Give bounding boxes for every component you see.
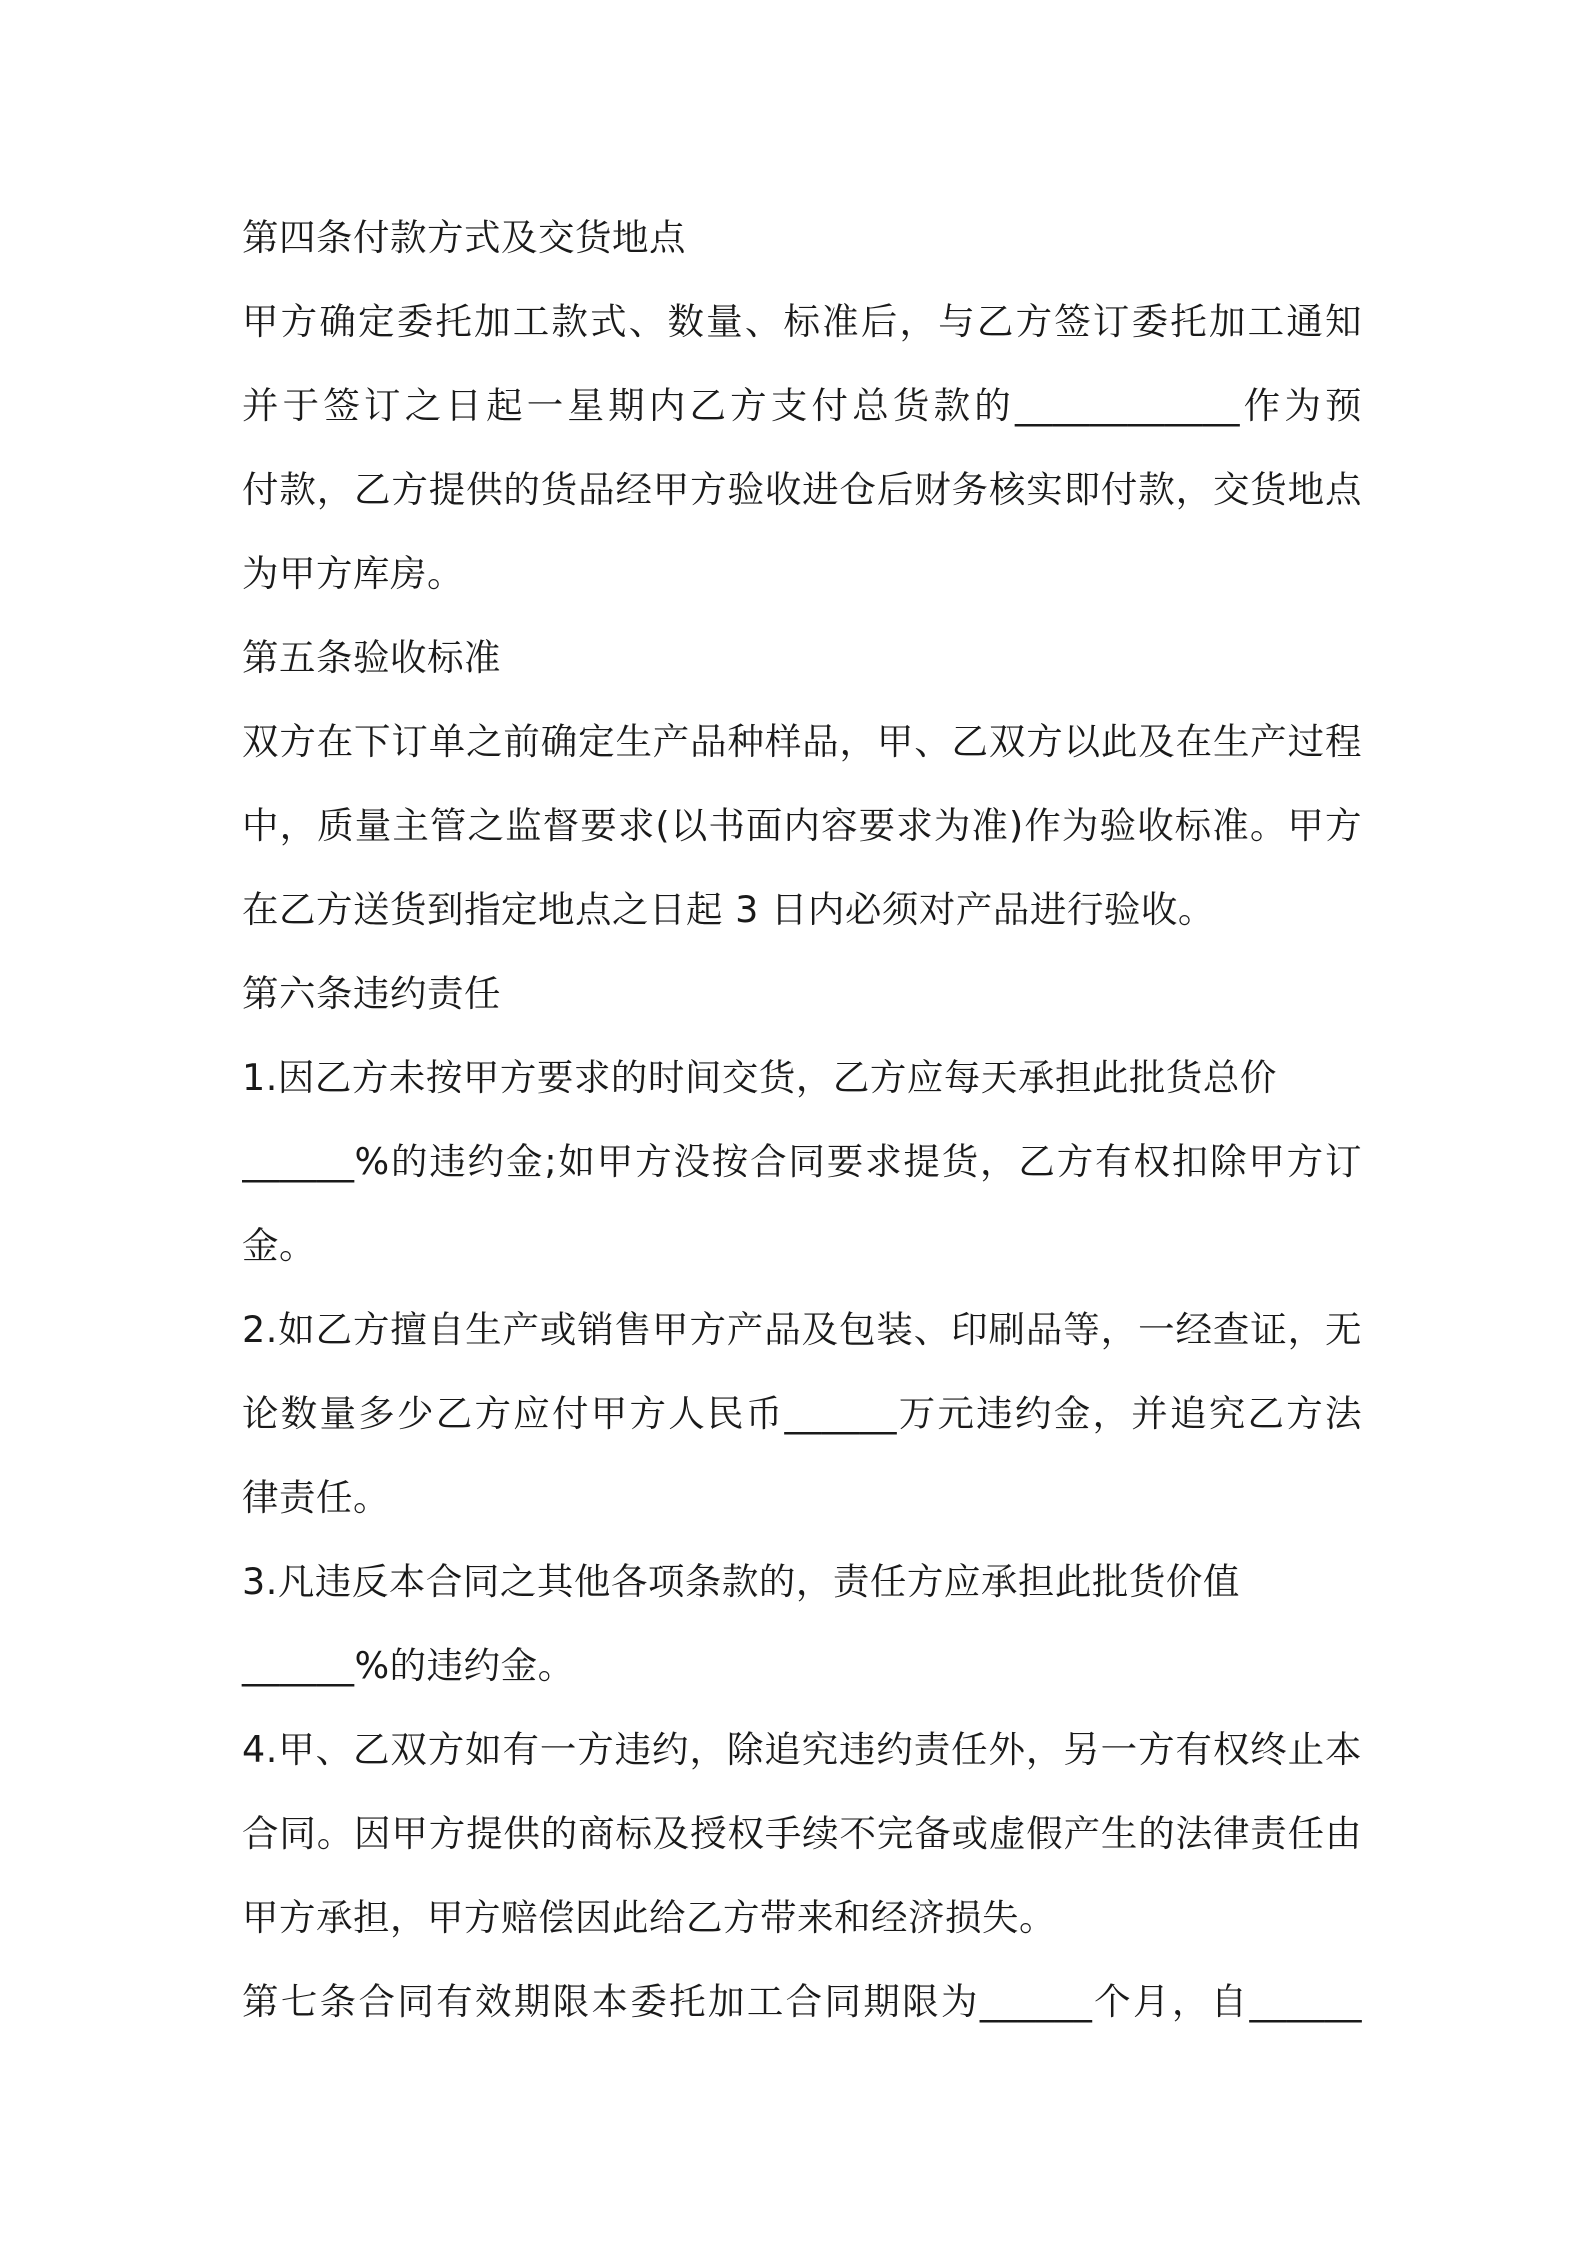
paragraph-line: 为甲方库房。 [242,552,464,595]
heading-article-7: 第七条合同有效期限本委托加工合同期限为______个月，自______ [242,1980,1362,2023]
paragraph-line: 并于签订之日起一星期内乙方支付总货款的____________作为预 [242,384,1362,427]
clause-4-line: 合同。因甲方提供的商标及授权手续不完备或虚假产生的法律责任由 [242,1812,1362,1855]
clause-4-line: 甲方承担，甲方赔偿因此给乙方带来和经济损失。 [242,1896,1056,1939]
paragraph-line: 付款，乙方提供的货品经甲方验收进仓后财务核实即付款，交货地点 [242,468,1362,511]
document-page [242,196,1362,2044]
clause-1-line: 金。 [242,1224,316,1267]
clause-2-line: 2.如乙方擅自生产或销售甲方产品及包装、印刷品等，一经查证，无 [242,1308,1362,1351]
paragraph-line: 中，质量主管之监督要求(以书面内容要求为准)作为验收标准。甲方 [242,804,1362,847]
heading-article-5: 第五条验收标准 [242,636,501,679]
clause-2-line: 论数量多少乙方应付甲方人民币______万元违约金，并追究乙方法 [242,1392,1362,1435]
heading-article-6: 第六条违约责任 [242,972,501,1015]
clause-4-line: 4.甲、乙双方如有一方违约，除追究违约责任外，另一方有权终止本 [242,1728,1362,1771]
clause-1-line: ______%的违约金;如甲方没按合同要求提货，乙方有权扣除甲方订 [242,1140,1362,1183]
heading-article-4: 第四条付款方式及交货地点 [242,216,686,259]
paragraph-line: 在乙方送货到指定地点之日起 3 日内必须对产品进行验收。 [242,888,1215,931]
clause-3-line: ______%的违约金。 [242,1644,575,1687]
paragraph-line: 甲方确定委托加工款式、数量、标准后，与乙方签订委托加工通知 [242,300,1362,343]
clause-3-line: 3.凡违反本合同之其他各项条款的，责任方应承担此批货价值 [242,1560,1240,1603]
paragraph-line: 双方在下订单之前确定生产品种样品，甲、乙双方以此及在生产过程 [242,720,1362,763]
clause-2-line: 律责任。 [242,1476,390,1519]
clause-1-line: 1.因乙方未按甲方要求的时间交货，乙方应每天承担此批货总价 [242,1056,1277,1099]
